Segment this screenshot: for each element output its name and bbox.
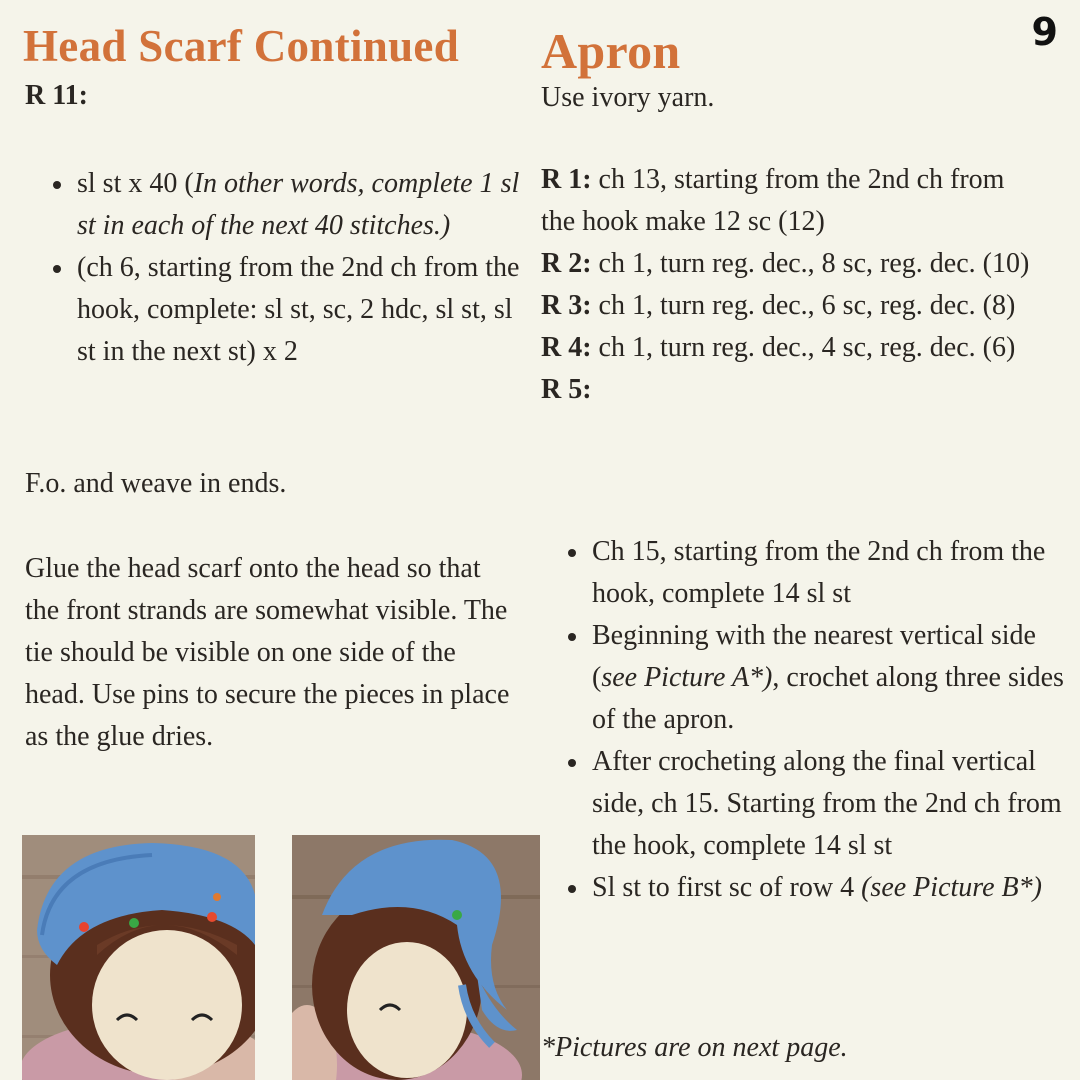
row-5-bullet-2 bbox=[541, 615, 1066, 741]
bullet-1-text: sl st x 40 ( bbox=[77, 168, 194, 199]
row-5-instructions bbox=[541, 531, 1066, 909]
bullet-2-text: (ch 6, starting from the 2nd ch from the hook, complete: sl st, sc, 2 hdc, sl st, sl st in the next st) x 2 bbox=[77, 252, 520, 367]
apron-row-3-label: R 3: bbox=[541, 290, 592, 321]
apron-row-3-text: ch 1, turn reg. dec., 6 sc, reg. dec. (8) bbox=[598, 290, 1016, 321]
apron-row-2-text: ch 1, turn reg. dec., 8 sc, reg. dec. (10) bbox=[598, 248, 1030, 279]
row-11-instructions bbox=[25, 163, 530, 373]
apron-row-4-label: R 4: bbox=[541, 332, 592, 363]
row-5-bullet-4-text: Sl st to first sc of row 4 bbox=[592, 872, 862, 903]
row-5-bullet-1-text: Ch 15, starting from the 2nd ch from the hook, complete 14 sl st bbox=[592, 536, 1046, 609]
row-5-bullet-3-text: After crocheting along the final vertical side, ch 15. Starting from the 2nd ch from the hook, complete 14 sl st bbox=[592, 746, 1062, 861]
pictures-footnote: *Pictures are on next page. bbox=[541, 1032, 848, 1063]
doll-photo-front-illustration bbox=[22, 835, 255, 1080]
apron-row-1 bbox=[541, 159, 1041, 243]
glue-paragraph: Glue the head scarf onto the head so that the front strands are somewhat visible. The tie should be visible on one side of the head. Use pins to secure the pieces in place as the glue dries. bbox=[25, 553, 510, 752]
apron-row-2-label: R 2: bbox=[541, 248, 592, 279]
apron-row-3 bbox=[541, 285, 1041, 327]
apron-row-1-label: R 1: bbox=[541, 164, 592, 195]
apron-row-4 bbox=[541, 327, 1041, 369]
head-scarf-heading: Head Scarf Continued bbox=[23, 21, 460, 71]
row-5-bullet-4 bbox=[541, 867, 1066, 909]
apron-heading: Apron bbox=[541, 23, 681, 79]
picture-b-reference: (see Picture B*) bbox=[861, 872, 1042, 903]
row-5-bullet-3 bbox=[541, 741, 1066, 867]
page-number: 9 bbox=[1031, 10, 1058, 54]
row-11-bullet-1 bbox=[25, 163, 530, 247]
row-5-bullet-2-text-b: , crochet along three sides of the apron. bbox=[592, 662, 1064, 735]
apron-row-5-label: R 5: bbox=[541, 374, 592, 405]
apron-row-1-text: ch 13, starting from the 2nd ch from the hook make 12 sc (12) bbox=[541, 164, 1005, 237]
apron-rows bbox=[541, 159, 1041, 411]
row-11-label bbox=[25, 75, 88, 117]
doll-photo-front bbox=[22, 835, 255, 1080]
row-11-label-text: R 11: bbox=[25, 80, 88, 111]
finish-text: F.o. and weave in ends. bbox=[25, 468, 287, 499]
row-11-bullet-2 bbox=[25, 247, 530, 373]
apron-intro: Use ivory yarn. bbox=[541, 82, 715, 113]
picture-a-reference: see Picture A*) bbox=[601, 662, 773, 693]
apron-row-5 bbox=[541, 369, 1041, 411]
apron-row-2 bbox=[541, 243, 1041, 285]
doll-photo-side bbox=[292, 835, 540, 1080]
row-5-bullet-2-text-a: Beginning with the nearest vertical side ( bbox=[592, 620, 1036, 693]
bullet-1-italic: In other words, complete 1 sl st in each of the next 40 stitches.) bbox=[77, 168, 520, 241]
row-5-bullet-1 bbox=[541, 531, 1066, 615]
apron-row-4-text: ch 1, turn reg. dec., 4 sc, reg. dec. (6) bbox=[598, 332, 1016, 363]
doll-photo-side-illustration bbox=[292, 835, 540, 1080]
